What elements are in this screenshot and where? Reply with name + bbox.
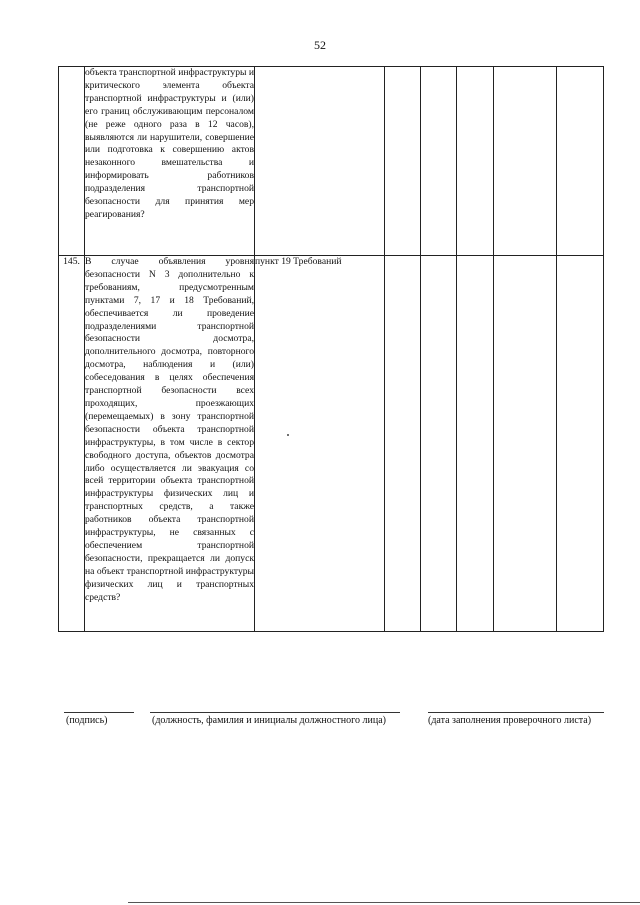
stray-mark (287, 434, 289, 436)
answer-cell-note (494, 67, 557, 256)
answer-cell-no (421, 256, 457, 632)
date-line (428, 712, 604, 713)
answer-cell-no (421, 67, 457, 256)
answer-cell-na (457, 67, 494, 256)
position-label: (должность, фамилия и инициалы должностного лица) (152, 715, 386, 726)
answer-cell-extra (557, 256, 604, 632)
requirement-cell (255, 67, 385, 256)
answer-cell-note (494, 256, 557, 632)
answer-cell-na (457, 256, 494, 632)
signature-line (64, 712, 134, 713)
row-number (59, 67, 85, 256)
table-row (59, 256, 604, 632)
date-label: (дата заполнения проверочного листа) (428, 715, 592, 726)
question-cell: В случае объявления уровня безопасности N 3 дополнительно к требованиям, предусмотренным пунктами 7, 17 и 18 Требований, обеспечивается ли проведение подразделениями транспортной безопасности досмотра, дополнительного досмотра, повторного досмотра, наблюдения и (или) собеседования в целях обеспечения транспортной безопасности всех проходящих, проезжающих (перемещаемых) в зону транспортной безопасности объекта транспортной инфраструктуры, в том числе в сектор свободного доступа, объектов досмотра либо осуществляется ли эвакуация со всей территории объекта транспортной инфраструктуры физических лиц и транспортных средств, а также работников объекта транспортной инфраструктуры, не связанных с обеспечением транспортной безопасности, прекращается ли допуск на объект транспортной инфраструктуры физических лиц и транспортных средств? (85, 256, 255, 632)
answer-cell-yes (385, 256, 421, 632)
answer-cell-yes (385, 67, 421, 256)
requirement-cell: пункт 19 Требований (255, 256, 385, 632)
answer-cell-extra (557, 67, 604, 256)
page-number: 52 (314, 38, 326, 52)
checklist-table (58, 66, 604, 632)
table-row (59, 67, 604, 256)
signature-label: (подпись) (66, 715, 108, 726)
row-number: 145. (59, 256, 85, 632)
scan-edge (128, 902, 640, 903)
question-cell: объекта транспортной инфраструктуры и критического элемента объекта транспортной инфраструктуры и (или) его границ обслуживающим персоналом (не реже одного раза в 12 часов), выявляются ли нарушители, совершение или подготовка к совершению актов незаконного вмешательства и информировать работников подразделения транспортной безопасности для принятия мер реагирования? (85, 67, 255, 256)
position-line (150, 712, 400, 713)
